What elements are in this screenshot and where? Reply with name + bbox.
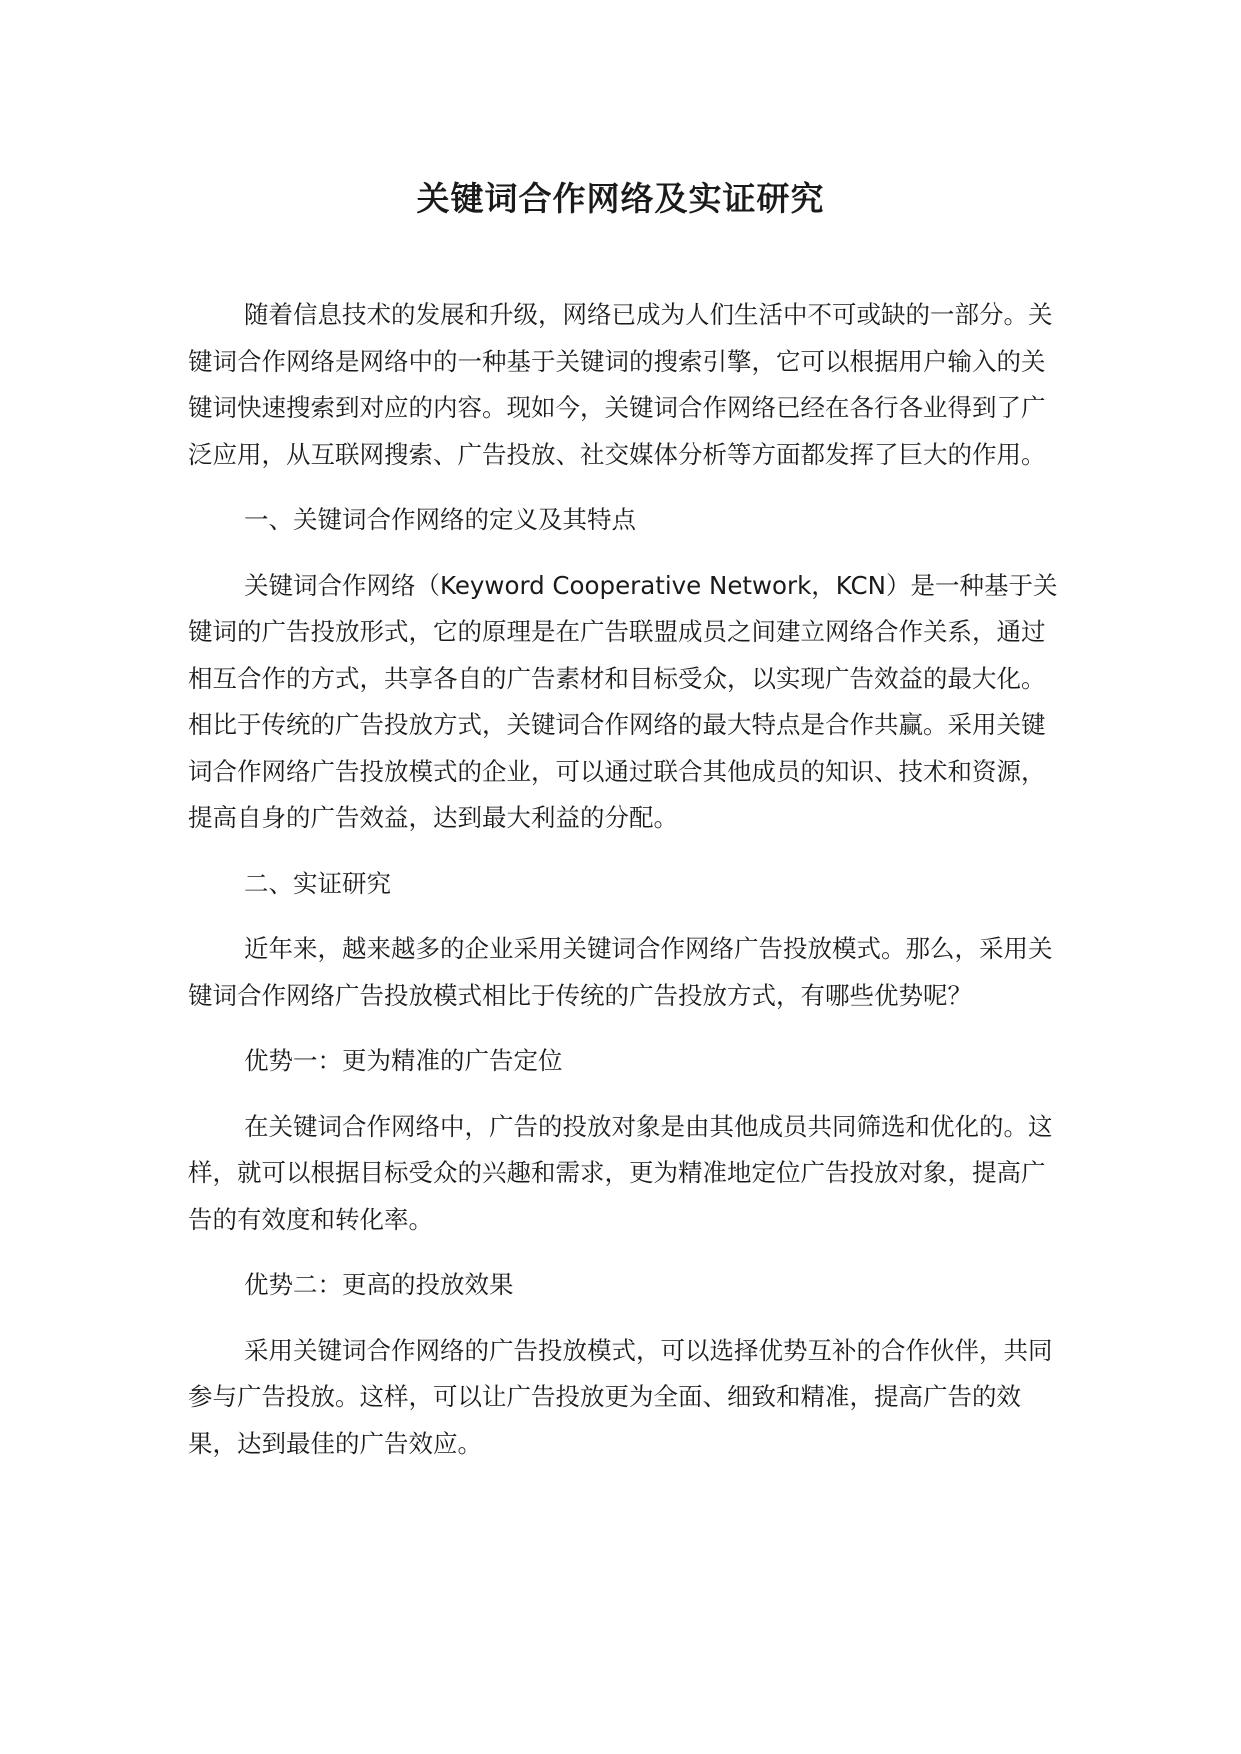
paragraph-definition: 关键词合作网络（Keyword Cooperative Network，KCN）是一种基于关键词的广告投放形式，它的原理是在广告联盟成员之间建立网络合作关系，通过相互合作的方式，共享各自的广告素材和目标受众，以实现广告效益的最大化。 相比于传统的广告投放方式，关键词合作网络的最大特点是合作共赢。采用关键词合作网络广告投放模式的企业，可以通过联合其他成员的知识、技术和资源，提高自身的广告效益，达到最大利益的分配。 (188, 570, 1058, 832)
subheading-advantage-one: 优势一：更为精准的广告定位 (244, 1046, 563, 1075)
paragraph-empirical: 近年来，越来越多的企业采用关键词合作网络广告投放模式。那么，采用关键词合作网络广告投放模式相比于传统的广告投放方式，有哪些优势呢？ (188, 934, 1053, 1010)
subheading-advantage-two: 优势二：更高的投放效果 (244, 1270, 514, 1299)
section-heading-definition: 一、关键词合作网络的定义及其特点 (244, 505, 636, 534)
document-body (188, 292, 1068, 1486)
paragraph-advantage-one: 在关键词合作网络中，广告的投放对象是由其他成员共同筛选和优化的。这样，就可以根据目标受众的兴趣和需求，更为精准地定位广告投放对象，提高广告的有效度和转化率。 (188, 1111, 1053, 1234)
section-heading-empirical: 二、实证研究 (244, 868, 391, 898)
paragraph-intro: 随着信息技术的发展和升级，网络已成为人们生活中不可或缺的一部分。关键词合作网络是网络中的一种基于关键词的搜索引擎，它可以根据用户输入的关键词快速搜索到对应的内容。现如今，关键词合作网络已经在各行各业得到了广泛应用，从互联网搜索、广告投放、社交媒体分析等方面都发挥了巨大的作用。 (188, 300, 1053, 469)
document-title: 关键词合作网络及实证研究 (416, 179, 825, 218)
paragraph-advantage-two: 采用关键词合作网络的广告投放模式，可以选择优势互补的合作伙伴，共同参与广告投放。这样，可以让广告投放更为全面、细致和精准，提高广告的效果，达到最佳的广告效应。 (188, 1335, 1053, 1458)
